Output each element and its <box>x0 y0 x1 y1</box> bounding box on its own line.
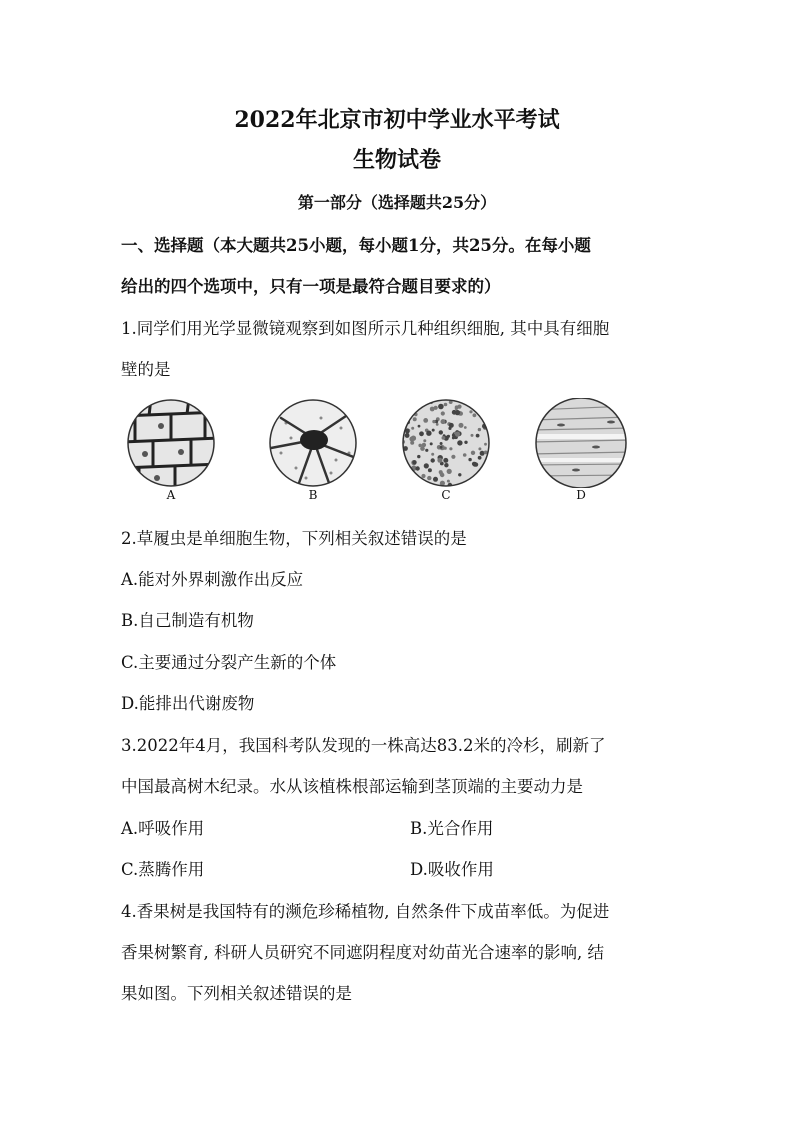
blood-cell-dot <box>430 442 433 445</box>
blood-cell-dot <box>447 480 450 483</box>
blood-cell-dot <box>436 423 439 426</box>
blood-cell-dot <box>413 417 417 421</box>
q2-option-a: A.能对外界刺激作出反应 <box>121 570 304 589</box>
blood-cell-dot <box>412 460 416 464</box>
blood-cell-dot <box>451 455 455 459</box>
q3-option-b: B.光合作用 <box>410 819 494 838</box>
figure-label-a: A <box>166 488 176 502</box>
blood-cell-dot <box>403 411 408 416</box>
blood-cell-dot <box>478 428 481 431</box>
blood-cell-dot <box>457 440 462 445</box>
section-instruction-line1: 一、选择题（本大题共25小题，每小题1分，共25分。在每小题 <box>121 236 591 255</box>
blood-cell-dot <box>444 463 448 467</box>
blood-cell-dot <box>478 447 481 450</box>
blood-cell-dot <box>439 430 443 434</box>
blood-cell-dot <box>411 427 414 430</box>
blood-cell-dot <box>416 402 419 405</box>
blood-cell-dot <box>433 477 438 482</box>
q4-stem-line2: 香果树繁育, 科研人员研究不同遮阴程度对幼苗光合速率的影响, 结 <box>121 943 604 962</box>
blood-cell-dot <box>468 458 471 461</box>
blood-cell-dot <box>427 485 430 488</box>
blood-cell-dot <box>477 480 481 484</box>
section-instruction-line2: 给出的四个选项中，只有一项是最符合题目要求的） <box>121 277 501 296</box>
blood-cell-dot <box>416 402 421 407</box>
exam-title: 2022年北京市初中学业水平考试 <box>234 107 560 133</box>
figure-label-d: D <box>576 488 586 502</box>
blood-cell-dot <box>485 475 488 478</box>
blood-cell-dot <box>471 451 475 455</box>
blood-cell-dot <box>442 436 446 440</box>
q1-stem-line1: 1.同学们用光学显微镜观察到如图所示几种组织细胞, 其中具有细胞 <box>121 319 610 338</box>
q4-stem-line3: 果如图。下列相关叙述错误的是 <box>121 984 352 1003</box>
blood-cell-dot <box>476 434 480 438</box>
blood-cell-dot <box>408 474 411 477</box>
part-heading: 第一部分（选择题共25分） <box>297 193 497 212</box>
blood-cell-dot <box>469 410 472 413</box>
blood-cell-view <box>401 398 489 487</box>
blood-cell-dot <box>428 468 432 472</box>
blood-cell-dot <box>444 403 448 407</box>
blood-cell-dot <box>464 426 467 429</box>
q3-stem-line2: 中国最高树木纪录。水从该植株根部运输到茎顶端的主要动力是 <box>121 777 583 796</box>
blood-cell-dot <box>484 443 487 446</box>
blood-cell-dot <box>408 412 411 415</box>
blood-cell-dot <box>431 458 435 462</box>
q4-stem-line1: 4.香果树是我国特有的濒危珍稀植物, 自然条件下成苗率低。为促进 <box>121 902 610 921</box>
q1-stem-line2: 壁的是 <box>121 360 171 379</box>
blood-cell-dot <box>412 399 417 404</box>
blood-cell-dot <box>459 423 464 428</box>
blood-cell-dot <box>418 425 421 428</box>
blood-cell-dot <box>421 474 425 478</box>
blood-cell-dot <box>443 458 448 463</box>
q3-option-a: A.呼吸作用 <box>121 819 205 838</box>
blood-cell-dot <box>417 455 420 458</box>
blood-cell-dot <box>440 446 443 449</box>
blood-cell-dot <box>416 483 420 487</box>
blood-cell-dot <box>437 458 442 463</box>
plant-cell-view <box>121 398 221 488</box>
blood-cell-dot <box>432 429 435 432</box>
blood-cell-dot <box>447 469 452 474</box>
blood-cell-dot <box>440 442 443 445</box>
blood-cell-dot <box>438 404 444 410</box>
blood-cell-dot <box>423 418 428 423</box>
blood-cell-dot <box>441 419 446 424</box>
figure-label-b: B <box>308 488 318 502</box>
blood-cell-dot <box>449 423 454 428</box>
q2-option-b: B.自己制造有机物 <box>121 611 254 630</box>
neuron-view <box>270 400 356 486</box>
blood-cell-dot <box>458 473 461 476</box>
blood-cell-dot <box>440 472 444 476</box>
figure-label-c: C <box>441 488 451 502</box>
q1-figure <box>121 398 681 508</box>
blood-cell-dot <box>462 400 465 403</box>
microscope-figure <box>121 398 681 488</box>
blood-cell-dot <box>419 431 424 436</box>
blood-cell-dot <box>480 451 485 456</box>
blood-cell-dot <box>455 432 460 437</box>
blood-cell-dot <box>478 456 482 460</box>
blood-cell-dot <box>408 411 411 414</box>
blood-cell-dot <box>473 480 477 484</box>
blood-cell-dot <box>464 441 467 444</box>
q3-stem-line1: 3.2022年4月，我国科考队发现的一株高达83.2米的冷杉，刷新了 <box>121 736 606 755</box>
blood-cell-dot <box>409 437 414 442</box>
blood-cell-dot <box>431 453 434 456</box>
blood-cell-dot <box>415 466 419 470</box>
blood-cell-dot <box>420 446 425 451</box>
blood-cell-dot <box>455 407 458 410</box>
blood-cell-dot <box>483 398 487 402</box>
blood-cell-dot <box>455 410 460 415</box>
q3-option-c: C.蒸腾作用 <box>121 860 205 879</box>
blood-cell-dot <box>426 431 431 436</box>
blood-cell-dot <box>483 466 488 471</box>
blood-cell-dot <box>425 449 428 452</box>
blood-cell-dot <box>403 420 406 423</box>
muscle-tissue-view <box>531 398 631 488</box>
blood-cell-dot <box>415 398 420 403</box>
blood-cell-dot <box>472 462 477 467</box>
blood-cell-dot <box>424 463 429 468</box>
blood-cell-dot <box>401 482 406 487</box>
exam-subtitle: 生物试卷 <box>352 147 441 173</box>
blood-cell-dot <box>441 411 445 415</box>
q3-option-d: D.吸收作用 <box>410 860 494 879</box>
blood-cell-dot <box>472 482 477 487</box>
blood-cell-dot <box>471 434 474 437</box>
blood-cell-dot <box>423 439 426 442</box>
q2-option-c: C.主要通过分裂产生新的个体 <box>121 653 337 672</box>
blood-cell-dot <box>449 447 452 450</box>
blood-cell-dot <box>405 433 410 438</box>
blood-cell-dot <box>473 413 477 417</box>
q2-stem: 2.草履虫是单细胞生物，下列相关叙述错误的是 <box>121 529 467 548</box>
q2-option-d: D.能排出代谢废物 <box>121 694 255 713</box>
blood-cell-dot <box>430 407 435 412</box>
blood-cell-dot <box>427 476 431 480</box>
blood-cell-dot <box>480 472 485 477</box>
blood-cell-dot <box>463 453 467 457</box>
blood-cell-dot <box>432 420 435 423</box>
